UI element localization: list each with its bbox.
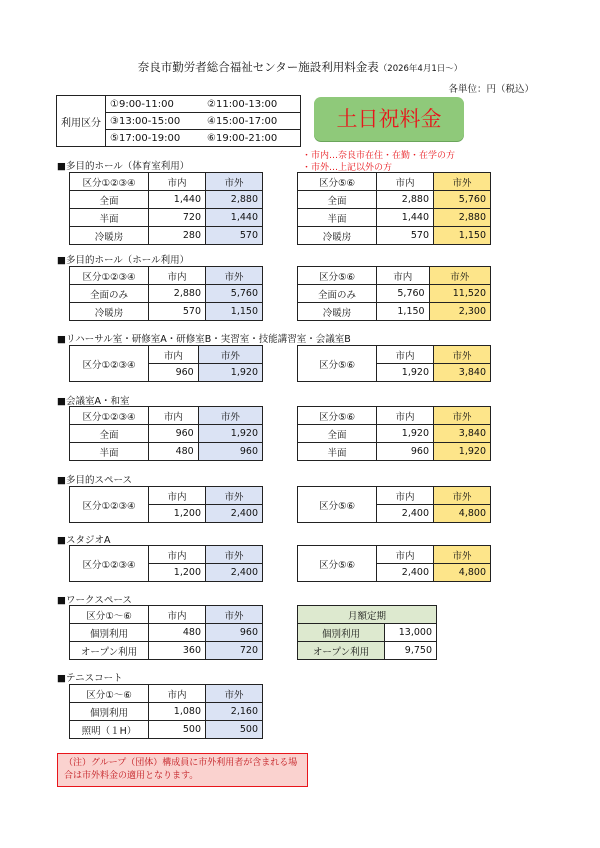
price-cell: 960 bbox=[198, 443, 262, 461]
price-cell: 360 bbox=[149, 642, 206, 660]
fee-table bbox=[69, 684, 263, 739]
header-cell: 市内 bbox=[149, 487, 206, 505]
price-cell: 3,840 bbox=[434, 364, 491, 382]
fee-table bbox=[297, 545, 491, 582]
price-cell: 280 bbox=[149, 227, 206, 245]
price-cell: 4,800 bbox=[434, 564, 491, 582]
price-cell: 1,200 bbox=[149, 564, 206, 582]
price-cell: 720 bbox=[149, 209, 206, 227]
row-label: 全面 bbox=[298, 425, 377, 443]
time-slot: ④15:00-17:00 bbox=[203, 113, 301, 130]
header-cell: 市外 bbox=[198, 346, 262, 364]
time-slot-table bbox=[56, 95, 301, 147]
fee-table bbox=[297, 406, 491, 461]
time-slot-label: 利用区分 bbox=[57, 96, 106, 147]
price-cell: 2,160 bbox=[206, 703, 263, 721]
row-label: 個別利用 bbox=[298, 624, 385, 642]
price-cell: 2,400 bbox=[206, 564, 263, 582]
row-label: 冷暖房 bbox=[70, 303, 149, 321]
row-label: 全面のみ bbox=[298, 285, 377, 303]
price-cell: 570 bbox=[206, 227, 263, 245]
header-cell: 市内 bbox=[377, 487, 434, 505]
header-cell: 市外 bbox=[206, 546, 263, 564]
header-cell: 市内 bbox=[149, 546, 206, 564]
row-label: 冷暖房 bbox=[70, 227, 149, 245]
row-label: 全面 bbox=[70, 191, 149, 209]
row-label: 個別利用 bbox=[70, 624, 149, 642]
price-cell: 1,440 bbox=[377, 209, 434, 227]
header-cell: 市外 bbox=[206, 487, 263, 505]
header-cell: 市外 bbox=[434, 407, 491, 425]
row-label: 区分⑤⑥ bbox=[298, 546, 377, 582]
price-cell: 500 bbox=[149, 721, 206, 739]
note-line: ・市内…奈良市在住・在勤・在学の方 bbox=[302, 151, 456, 161]
price-cell: 9,750 bbox=[385, 642, 437, 660]
resident-notes bbox=[302, 150, 455, 174]
row-label: 半面 bbox=[298, 443, 377, 461]
header-cell: 市外 bbox=[206, 267, 263, 285]
row-label: 全面 bbox=[298, 191, 377, 209]
effective-date: （2026年4月1日～） bbox=[378, 64, 463, 74]
price-cell: 2,400 bbox=[377, 564, 434, 582]
price-cell: 960 bbox=[149, 364, 199, 382]
section-title: ■多目的スペース bbox=[57, 475, 133, 486]
price-cell: 1,150 bbox=[206, 303, 263, 321]
header-cell: 市内 bbox=[149, 346, 199, 364]
price-cell: 1,440 bbox=[206, 209, 263, 227]
header-cell: 月額定期 bbox=[298, 606, 437, 624]
row-label: 半面 bbox=[70, 443, 149, 461]
header-cell: 市内 bbox=[149, 407, 199, 425]
header-cell: 市外 bbox=[206, 685, 263, 703]
header-cell: 市外 bbox=[206, 173, 263, 191]
section-title: ■リハーサル室・研修室A・研修室B・実習室・技能講習室・会議室B bbox=[57, 334, 351, 345]
header-cell: 区分⑤⑥ bbox=[298, 173, 377, 191]
price-cell: 1,080 bbox=[149, 703, 206, 721]
price-cell: 570 bbox=[377, 227, 434, 245]
section-title: ■多目的ホール（ホール利用） bbox=[57, 255, 190, 266]
price-cell: 1,200 bbox=[149, 505, 206, 523]
header-cell: 区分①②③④ bbox=[70, 267, 149, 285]
header-cell: 市内 bbox=[149, 606, 206, 624]
price-cell: 2,400 bbox=[377, 505, 434, 523]
header-cell: 区分①②③④ bbox=[70, 173, 149, 191]
title-text: 奈良市勤労者総合福祉センター施設利用料金表 bbox=[137, 60, 379, 74]
section-title: ■多目的ホール（体育室利用） bbox=[57, 161, 190, 172]
time-slot: ③13:00-15:00 bbox=[106, 113, 204, 130]
price-cell: 1,920 bbox=[377, 425, 434, 443]
price-cell: 5,760 bbox=[434, 191, 491, 209]
header-cell: 市外 bbox=[434, 173, 491, 191]
price-cell: 1,920 bbox=[198, 425, 262, 443]
price-cell: 2,400 bbox=[206, 505, 263, 523]
row-label: 区分⑤⑥ bbox=[298, 346, 377, 382]
header-cell: 市内 bbox=[149, 267, 206, 285]
section-title: ■スタジオA bbox=[57, 535, 111, 546]
price-cell: 2,880 bbox=[434, 209, 491, 227]
row-label: 区分①②③④ bbox=[70, 487, 149, 523]
header-cell: 区分⑤⑥ bbox=[298, 267, 377, 285]
fee-table bbox=[297, 486, 491, 523]
group-fee-footnote: （注）グループ（団体）構成員に市外利用者が含まれる場合は市外料金の適用となります。 bbox=[57, 753, 308, 787]
price-cell: 570 bbox=[149, 303, 206, 321]
time-slot: ①9:00-11:00 bbox=[106, 96, 204, 113]
row-label: 冷暖房 bbox=[298, 227, 377, 245]
header-cell: 市内 bbox=[377, 346, 434, 364]
price-cell: 1,920 bbox=[434, 443, 491, 461]
row-label: 個別利用 bbox=[70, 703, 149, 721]
fee-table bbox=[297, 172, 491, 245]
row-label: 区分①②③④ bbox=[70, 546, 149, 582]
price-cell: 1,150 bbox=[377, 303, 430, 321]
header-cell: 市外 bbox=[434, 487, 491, 505]
price-cell: 720 bbox=[206, 642, 263, 660]
header-cell: 市外 bbox=[198, 407, 262, 425]
price-cell: 960 bbox=[206, 624, 263, 642]
header-cell: 市内 bbox=[377, 267, 430, 285]
header-cell: 市内 bbox=[377, 407, 434, 425]
section-title: ■ワークスペース bbox=[57, 595, 132, 606]
header-cell: 市外 bbox=[434, 546, 491, 564]
fee-table bbox=[69, 406, 263, 461]
price-cell: 13,000 bbox=[385, 624, 437, 642]
fee-table bbox=[69, 605, 263, 660]
price-cell: 1,440 bbox=[149, 191, 206, 209]
fee-table bbox=[69, 266, 263, 321]
header-cell: 区分⑤⑥ bbox=[298, 407, 377, 425]
note-line: ・市外…上記以外の方 bbox=[302, 163, 393, 173]
row-label: 冷暖房 bbox=[298, 303, 377, 321]
price-cell: 1,920 bbox=[198, 364, 262, 382]
header-cell: 市内 bbox=[149, 173, 206, 191]
fee-table bbox=[69, 345, 263, 382]
price-cell: 5,760 bbox=[206, 285, 263, 303]
price-cell: 4,800 bbox=[434, 505, 491, 523]
fee-table bbox=[69, 172, 263, 245]
time-slot: ②11:00-13:00 bbox=[203, 96, 301, 113]
fee-table bbox=[69, 486, 263, 523]
header-cell: 市外 bbox=[434, 346, 491, 364]
header-cell: 市外 bbox=[429, 267, 490, 285]
price-cell: 5,760 bbox=[377, 285, 430, 303]
row-label: 区分⑤⑥ bbox=[298, 487, 377, 523]
header-cell: 市内 bbox=[377, 173, 434, 191]
price-cell: 2,880 bbox=[149, 285, 206, 303]
time-slot: ⑥19:00-21:00 bbox=[203, 130, 301, 147]
row-label: オープン利用 bbox=[70, 642, 149, 660]
header-cell: 区分①～⑥ bbox=[70, 685, 149, 703]
header-cell: 区分①②③④ bbox=[70, 407, 149, 425]
price-cell: 3,840 bbox=[434, 425, 491, 443]
row-label: オープン利用 bbox=[298, 642, 385, 660]
price-cell: 1,150 bbox=[434, 227, 491, 245]
price-cell: 11,520 bbox=[429, 285, 490, 303]
fee-table bbox=[69, 545, 263, 582]
row-label: 照明（１H） bbox=[70, 721, 149, 739]
row-label: 全面 bbox=[70, 425, 149, 443]
fee-table bbox=[297, 345, 491, 382]
time-slot: ⑤17:00-19:00 bbox=[106, 130, 204, 147]
header-cell: 市内 bbox=[377, 546, 434, 564]
header-cell: 区分①～⑥ bbox=[70, 606, 149, 624]
price-cell: 960 bbox=[149, 425, 199, 443]
price-cell: 2,880 bbox=[377, 191, 434, 209]
row-label: 全面のみ bbox=[70, 285, 149, 303]
fee-table bbox=[297, 266, 491, 321]
page-title bbox=[0, 59, 600, 75]
header-cell: 市内 bbox=[149, 685, 206, 703]
weekend-holiday-badge: 土日祝料金 bbox=[314, 97, 464, 141]
price-cell: 500 bbox=[206, 721, 263, 739]
row-label: 半面 bbox=[70, 209, 149, 227]
price-cell: 480 bbox=[149, 624, 206, 642]
unit-note: 各単位：円（税込） bbox=[448, 84, 534, 95]
price-cell: 960 bbox=[377, 443, 434, 461]
header-cell: 市外 bbox=[206, 606, 263, 624]
price-cell: 2,300 bbox=[429, 303, 490, 321]
row-label: 区分①②③④ bbox=[70, 346, 149, 382]
section-title: ■会議室A・和室 bbox=[57, 396, 130, 407]
price-cell: 480 bbox=[149, 443, 199, 461]
row-label: 半面 bbox=[298, 209, 377, 227]
monthly-pass-table bbox=[297, 605, 437, 660]
price-cell: 2,880 bbox=[206, 191, 263, 209]
section-title: ■テニスコート bbox=[57, 673, 123, 684]
price-cell: 1,920 bbox=[377, 364, 434, 382]
